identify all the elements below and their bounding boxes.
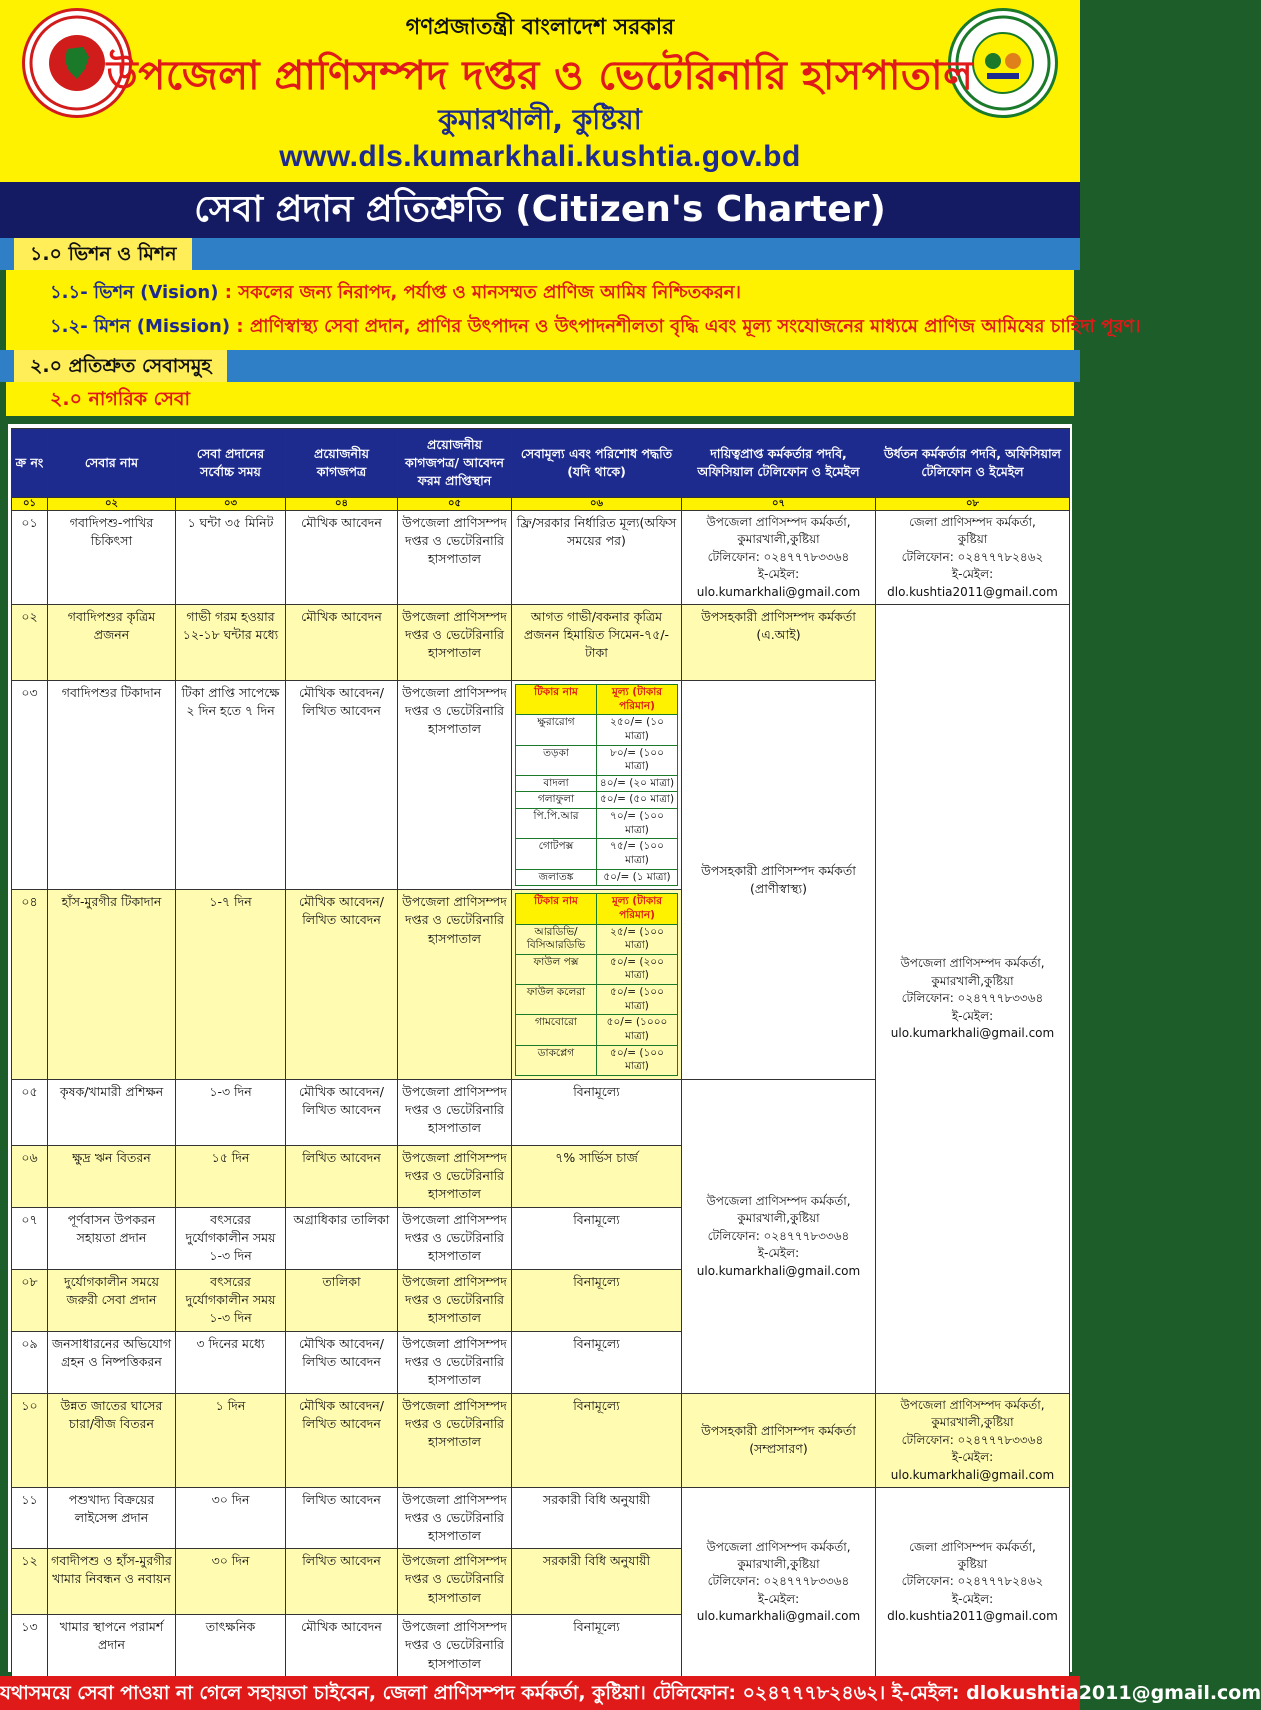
mission-text: : প্রাণিস্বাস্থ্য সেবা প্রদান, প্রাণির উৎপাদন ও উৎপাদনশীলতা বৃদ্ধি এবং মূল্য সংযোজনের মাধ্যমে প্রাণিজ আমিষের চাহিদা পূরণ। [236, 316, 1141, 337]
row-form-source: উপজেলা প্রাণিসম্পদ দপ্তর ও ভেটেরিনারি হাসপাতাল [398, 1207, 512, 1269]
row-form-source: উপজেলা প্রাণিসম্পদ দপ্তর ও ভেটেরিনারি হাসপাতাল [398, 1393, 512, 1487]
row-serial: ০১ [12, 511, 48, 605]
senior-officer-cell [876, 604, 1070, 1393]
vision-line [50, 276, 1074, 310]
row-documents: মৌখিক আবেদন/ লিখিত আবেদন [286, 1079, 398, 1145]
vaccine-name: ফাউল কলেরা [516, 985, 597, 1015]
row-fee: সরকারী বিধি অনুযায়ী [512, 1549, 682, 1615]
footer-help-line: যথাসময়ে সেবা পাওয়া না গেলে সহায়তা চাইবেন, জেলা প্রাণিসম্পদ কর্মকর্তা, কুষ্টিয়া। টেলিফোন: ০২৪৭৭৭৮২৪৬২। ই-মেইল: dlokushtia2011@gmail.com [0, 1676, 1080, 1710]
row-form-source: উপজেলা প্রাণিসম্পদ দপ্তর ও ভেটেরিনারি হাসপাতাল [398, 604, 512, 680]
row-time: বৎসরের দুর্যোগকালীন সময় ১-৩ দিন [176, 1269, 286, 1331]
header-senior-officer: উর্ধতন কর্মকর্তার পদবি, অফিসিয়াল টেলিফোন ও ইমেইল [876, 429, 1070, 498]
row-form-source: উপজেলা প্রাণিসম্পদ দপ্তর ও ভেটেরিনারি হাসপাতাল [398, 1269, 512, 1331]
services-table-wrap [8, 424, 1072, 1672]
row-form-source: উপজেলা প্রাণিসম্পদ দপ্তর ও ভেটেরিনারি হাসপাতাল [398, 680, 512, 889]
row-time: ৩০ দিন [176, 1549, 286, 1615]
row-service-name: খামার স্থাপনে পরামর্শ প্রদান [48, 1615, 176, 1677]
header [0, 0, 1080, 182]
col-number: ০৮ [876, 498, 1070, 511]
vaccine-name: পি.পি.আর [516, 809, 597, 839]
row-service-name: পূর্ণবাসন উপকরন সহায়তা প্রদান [48, 1207, 176, 1269]
row-time: তাৎক্ষনিক [176, 1615, 286, 1677]
officer-email-label: ই-মেইল: [757, 1591, 800, 1606]
officer-email[interactable]: ই-মেইল: ulo.kumarkhali@gmail.com [890, 1450, 1055, 1482]
row-form-source: উপজেলা প্রাণিসম্পদ দপ্তর ও ভেটেরিনারি হাসপাতাল [398, 1331, 512, 1393]
table-row [12, 604, 1070, 680]
col-number: ০৭ [682, 498, 876, 511]
vaccine-name: বাদলা [516, 775, 597, 792]
vaccine-price: ৫০/= (১ মাত্রা) [597, 869, 678, 886]
officer-title: উপসহকারী প্রাণিসম্পদ কর্মকর্তা [701, 862, 856, 878]
responsible-officer-cell [682, 680, 876, 1079]
officer-location: কুমারখালী,কুষ্টিয়া [737, 1211, 820, 1226]
officer-title: উপজেলা প্রাণিসম্পদ কর্মকর্তা, [706, 515, 851, 529]
officer-email[interactable]: ulo.kumarkhali@gmail.com [696, 1609, 861, 1624]
vaccine-name: গলাফুলা [516, 792, 597, 809]
row-serial: ১২ [12, 1549, 48, 1615]
responsible-officer-cell [682, 604, 876, 680]
row-fee: বিনামূল্যে [512, 1207, 682, 1269]
row-time: গাভী গরম হওয়ার ১২-১৮ ঘন্টার মধ্যে [176, 604, 286, 680]
row-fee: ৭% সার্ভিস চার্জ [512, 1145, 682, 1207]
row-documents: অগ্রাধিকার তালিকা [286, 1207, 398, 1269]
officer-title: জেলা প্রাণিসম্পদ কর্মকর্তা, [909, 1539, 1036, 1554]
row-fee: বিনামূল্যে [512, 1393, 682, 1487]
vaccine-head-price: মূল্য (টাকার পরিমান) [597, 894, 678, 924]
officer-location: কুমারখালী,কুষ্টিয়া [737, 532, 820, 547]
officer-phone: টেলিফোন: ০২৪৭৭৭৮২৪৬২ [901, 549, 1044, 564]
office-title: উপজেলা প্রাণিসম্পদ দপ্তর ও ভেটেরিনারি হাসপাতাল [106, 53, 974, 99]
row-fee: ফ্রি/সরকার নির্ধারিত মূল্য(অফিস সময়ের পর) [512, 511, 682, 605]
vision-label: ১.১- ভিশন (Vision) [50, 282, 219, 303]
charter-banner: সেবা প্রদান প্রতিশ্রুতি (Citizen's Charter) [0, 182, 1080, 238]
row-fee: বিনামূল্যে [512, 1269, 682, 1331]
vaccine-name: আরডিভি/ বিসিআরডিভি [516, 924, 597, 954]
officer-title: উপসহকারী প্রাণিসম্পদ কর্মকর্তা [701, 1423, 856, 1439]
row-service-name: দুর্যোগকালীন সময়ে জরুরী সেবা প্রদান [48, 1269, 176, 1331]
vaccine-name: গামবোরো [516, 1015, 597, 1045]
header-serial: ক্র নং [12, 429, 48, 498]
row-service-name: গবাদিপশুর টিকাদান [48, 680, 176, 889]
officer-location: কুমারখালী,কুষ্টিয়া [931, 973, 1014, 988]
responsible-officer-cell [682, 1487, 876, 1676]
row-time: ১৫ দিন [176, 1145, 286, 1207]
mission-line [50, 310, 1141, 344]
vaccine-price: ২৫০/= (১০ মাত্রা) [597, 715, 678, 745]
officer-location: কুষ্টিয়া [957, 1557, 988, 1572]
row-form-source: উপজেলা প্রাণিসম্পদ দপ্তর ও ভেটেরিনারি হাসপাতাল [398, 1549, 512, 1615]
row-serial: ০৫ [12, 1079, 48, 1145]
officer-phone: টেলিফোন: ০২৪৭৭৭৮৩৩৬৪ [707, 1574, 850, 1589]
row-service-name: গবাদিপশু-পাখির চিকিৎসা [48, 511, 176, 605]
row-form-source: উপজেলা প্রাণিসম্পদ দপ্তর ও ভেটেরিনারি হাসপাতাল [398, 1079, 512, 1145]
senior-officer-cell [876, 511, 1070, 605]
officer-phone: টেলিফোন: ০২৪৭৭৭৮৩৩৬৪ [707, 549, 850, 564]
officer-title: উপজেলা প্রাণিসম্পদ কর্মকর্তা, [900, 1397, 1045, 1412]
vaccine-price: ৫০/= (২০০ মাত্রা) [597, 954, 678, 984]
row-time: ৩০ দিন [176, 1487, 286, 1548]
header-fee: সেবামূল্য এবং পরিশোধ পদ্ধতি (যদি থাকে) [512, 429, 682, 498]
vaccine-name: ক্ষুরারোগ [516, 715, 597, 745]
officer-email[interactable]: ই-মেইল: ulo.kumarkhali@gmail.com [696, 567, 861, 599]
row-service-name: পশুখাদ্য বিক্রয়ের লাইসেন্স প্রদান [48, 1487, 176, 1548]
officer-email[interactable]: ulo.kumarkhali@gmail.com [890, 1026, 1055, 1041]
office-location: কুমারখালী, কুষ্টিয়া [438, 103, 642, 136]
row-service-name: গবাদীপশু ও হাঁস-মুরগীর খামার নিবন্ধন ও নবায়ন [48, 1549, 176, 1615]
row-serial: ০৩ [12, 680, 48, 889]
header-form-source: প্রয়োজনীয় কাগজপত্র/ আবেদন ফরম প্রাপ্তিস্থান [398, 429, 512, 498]
vaccine-price: ৫০/= (৫০ মাত্রা) [597, 792, 678, 809]
row-fee: বিনামূল্যে [512, 1331, 682, 1393]
row-time: ১ ঘন্টা ৩৫ মিনিট [176, 511, 286, 605]
officer-location: কুষ্টিয়া [957, 532, 988, 547]
row-documents: মৌখিক আবেদন/ লিখিত আবেদন [286, 1393, 398, 1487]
row-serial: ০৭ [12, 1207, 48, 1269]
officer-title: উপজেলা প্রাণিসম্পদ কর্মকর্তা, [900, 956, 1045, 971]
row-time: টিকা প্রাপ্তি সাপেক্ষে ২ দিন হতে ৭ দিন [176, 680, 286, 889]
officer-email-label: ই-মেইল: [757, 1246, 800, 1261]
row-serial: ০৬ [12, 1145, 48, 1207]
senior-officer-cell [876, 1487, 1070, 1676]
row-time: ১-৩ দিন [176, 1079, 286, 1145]
header-responsible-officer: দায়িত্বপ্রাপ্ত কর্মকর্তার পদবি, অফিসিয়াল টেলিফোন ও ইমেইল [682, 429, 876, 498]
poultry-vaccine-table [515, 893, 678, 1076]
table-row [12, 1487, 1070, 1548]
section-vision-mission-bar [0, 238, 1080, 270]
vaccine-name: গোটপক্স [516, 839, 597, 869]
col-number: ০১ [12, 498, 48, 511]
row-service-name: কৃষক/খামারী প্রশিক্ষন [48, 1079, 176, 1145]
row-serial: ০৪ [12, 890, 48, 1080]
row-service-name: হাঁস-মুরগীর টিকাদান [48, 890, 176, 1080]
responsible-officer-cell [682, 1393, 876, 1487]
responsible-officer-cell [682, 511, 876, 605]
row-serial: ১১ [12, 1487, 48, 1548]
officer-phone: টেলিফোন: ০২৪৭৭৭৮৩৩৬৪ [707, 1228, 850, 1243]
row-form-source: উপজেলা প্রাণিসম্পদ দপ্তর ও ভেটেরিনারি হাসপাতাল [398, 1615, 512, 1677]
officer-email[interactable]: ই-মেইল: dlo.kushtia2011@gmail.com [887, 567, 1058, 599]
row-documents: লিখিত আবেদন [286, 1487, 398, 1548]
table-row [12, 1393, 1070, 1487]
officer-title: উপজেলা প্রাণিসম্পদ কর্মকর্তা, [706, 1539, 851, 1554]
section-services-bar [0, 350, 1080, 382]
vaccine-price: ৫০/= (১০০ মাত্রা) [597, 985, 678, 1015]
row-documents: মৌখিক আবেদন/ লিখিত আবেদন [286, 890, 398, 1080]
row-form-source: উপজেলা প্রাণিসম্পদ দপ্তর ও ভেটেরিনারি হাসপাতাল [398, 1487, 512, 1548]
row-documents: তালিকা [286, 1269, 398, 1331]
officer-email-label: ই-মেইল: [951, 1008, 994, 1023]
row-service-name: ক্ষুদ্র ঋন বিতরন [48, 1145, 176, 1207]
col-number: ০২ [48, 498, 176, 511]
vaccine-head-name: টিকার নাম [516, 684, 597, 714]
row-fee: বিনামূল্যে [512, 1079, 682, 1145]
officer-email[interactable]: dlo.kushtia2011@gmail.com [887, 1609, 1058, 1624]
cattle-vaccine-table [515, 684, 678, 886]
row-documents: লিখিত আবেদন [286, 1549, 398, 1615]
row-service-name: উন্নত জাতের ঘাসের চারা/বীজ বিতরন [48, 1393, 176, 1487]
website-link[interactable]: www.dls.kumarkhali.kushtia.gov.bd [279, 140, 801, 173]
government-line: গণপ্রজাতন্ত্রী বাংলাদেশ সরকার [405, 15, 675, 40]
row-documents: মৌখিক আবেদন [286, 1615, 398, 1677]
row-form-source: উপজেলা প্রাণিসম্পদ দপ্তর ও ভেটেরিনারি হাসপাতাল [398, 890, 512, 1080]
section-vision-mission-title: ১.০ ভিশন ও মিশন [14, 238, 192, 270]
header-max-time: সেবা প্রদানের সর্বোচ্চ সময় [176, 429, 286, 498]
section-services-title: ২.০ প্রতিশ্রুত সেবাসমুহ [14, 350, 227, 382]
mission-label: ১.২- মিশন (Mission) [50, 316, 231, 337]
services-table [11, 428, 1070, 1677]
officer-location: কুমারখালী,কুষ্টিয়া [931, 1415, 1014, 1430]
officer-phone: টেলিফোন: ০২৪৭৭৭৮২৪৬২ [901, 1574, 1044, 1589]
row-serial: ০৯ [12, 1331, 48, 1393]
cattle-vaccine-fee-cell [512, 680, 682, 889]
row-form-source: উপজেলা প্রাণিসম্পদ দপ্তর ও ভেটেরিনারি হাসপাতাল [398, 511, 512, 605]
row-serial: ১৩ [12, 1615, 48, 1677]
vaccine-price: ৪০/= (২০ মাত্রা) [597, 775, 678, 792]
col-number: ০৪ [286, 498, 398, 511]
vaccine-head-name: টিকার নাম [516, 894, 597, 924]
officer-unit: (সম্প্রসারণ) [749, 1441, 808, 1457]
officer-location: কুমারখালী,কুষ্টিয়া [737, 1557, 820, 1572]
officer-title: উপসহকারী প্রাণিসম্পদ কর্মকর্তা [701, 608, 856, 624]
vision-mission-box [6, 270, 1141, 350]
vaccine-name: ডাকপ্লেগ [516, 1045, 597, 1075]
poultry-vaccine-fee-cell [512, 890, 682, 1080]
vaccine-price: ২৫/= (১০০ মাত্রা) [597, 924, 678, 954]
officer-email[interactable]: ulo.kumarkhali@gmail.com [696, 1263, 861, 1278]
table-row [12, 511, 1070, 605]
vaccine-price: ৫০/= (১০০ মাত্রা) [597, 1045, 678, 1075]
row-form-source: উপজেলা প্রাণিসম্পদ দপ্তর ও ভেটেরিনারি হাসপাতাল [398, 1145, 512, 1207]
col-number: ০৬ [512, 498, 682, 511]
row-fee: সরকারী বিধি অনুযায়ী [512, 1487, 682, 1548]
row-documents: মৌখিক আবেদন [286, 511, 398, 605]
row-documents: মৌখিক আবেদন/ লিখিত আবেদন [286, 680, 398, 889]
vaccine-price: ৮০/= (১০০ মাত্রা) [597, 745, 678, 775]
vaccine-head-price: মূল্য (টাকার পরিমান) [597, 684, 678, 714]
row-serial: ০৮ [12, 1269, 48, 1331]
row-time: ১-৭ দিন [176, 890, 286, 1080]
officer-title: উপজেলা প্রাণিসম্পদ কর্মকর্তা, [706, 1193, 851, 1208]
row-serial: ১০ [12, 1393, 48, 1487]
col-number: ০৫ [398, 498, 512, 511]
row-fee: আগত গাভী/বকনার কৃত্রিম প্রজনন হিমায়িত সিমেন-৭৫/- টাকা [512, 604, 682, 680]
vaccine-price: ৫০/= (১০০০ মাত্রা) [597, 1015, 678, 1045]
vaccine-price: ৭০/= (১০০ মাত্রা) [597, 809, 678, 839]
vaccine-price: ৭৫/= (১০০ মাত্রা) [597, 839, 678, 869]
row-documents: লিখিত আবেদন [286, 1145, 398, 1207]
responsible-officer-cell [682, 1079, 876, 1393]
row-time: বৎসরের দুর্যোগকালীন সময় ১-৩ দিন [176, 1207, 286, 1269]
row-fee: বিনামূল্যে [512, 1615, 682, 1677]
vaccine-name: জলাতঙ্ক [516, 869, 597, 886]
senior-officer-cell [876, 1393, 1070, 1487]
officer-email-label: ই-মেইল: [951, 1591, 994, 1606]
row-time: ১ দিন [176, 1393, 286, 1487]
row-documents: মৌখিক আবেদন/ লিখিত আবেদন [286, 1331, 398, 1393]
header-service-name: সেবার নাম [48, 429, 176, 498]
row-service-name: জনসাধারনের অভিযোগ গ্রহন ও নিষ্পত্তিকরন [48, 1331, 176, 1393]
officer-phone: টেলিফোন: ০২৪৭৭৭৮৩৩৬৪ [901, 1432, 1044, 1447]
col-number: ০৩ [176, 498, 286, 511]
officer-title: জেলা প্রাণিসম্পদ কর্মকর্তা, [909, 515, 1036, 529]
officer-unit: (প্রাণীস্বাস্থ্য) [750, 880, 807, 896]
officer-unit: (এ.আই) [756, 627, 801, 643]
officer-phone: টেলিফোন: ০২৪৭৭৭৮৩৩৬৪ [901, 991, 1044, 1006]
header-documents: প্রয়োজনীয় কাগজপত্র [286, 429, 398, 498]
row-documents: মৌখিক আবেদন [286, 604, 398, 680]
vaccine-name: ফাউল পক্স [516, 954, 597, 984]
row-service-name: গবাদিপশুর কৃত্রিম প্রজনন [48, 604, 176, 680]
vision-text: : সকলের জন্য নিরাপদ, পর্যাপ্ত ও মানসম্মত প্রাণিজ আমিষ নিশ্চিতকরন। [224, 282, 741, 303]
row-serial: ০২ [12, 604, 48, 680]
vaccine-name: তড়কা [516, 745, 597, 775]
citizen-services-subtitle: ২.০ নাগরিক সেবা [6, 382, 1074, 416]
row-time: ৩ দিনের মধ্যে [176, 1331, 286, 1393]
